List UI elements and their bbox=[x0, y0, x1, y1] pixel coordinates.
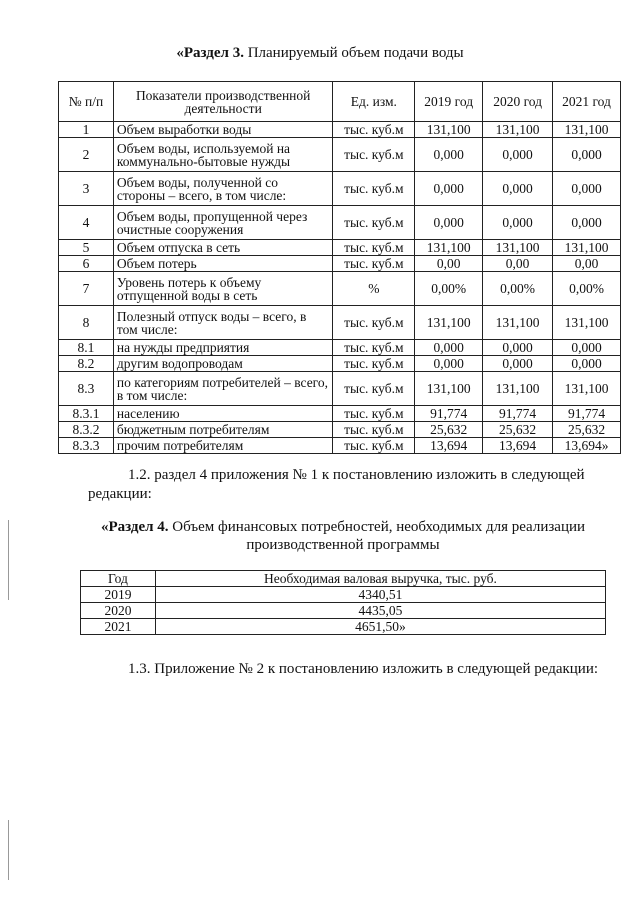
row-value-2019: 131,100 bbox=[415, 240, 483, 256]
row-indicator: Объем воды, полученной со стороны – всего, в том числе: bbox=[113, 172, 333, 206]
table-row bbox=[59, 138, 621, 172]
header-2021: 2021 год bbox=[553, 82, 621, 122]
row-number: 5 bbox=[59, 240, 114, 256]
row-number: 6 bbox=[59, 256, 114, 272]
row-value-2021: 0,000 bbox=[553, 340, 621, 356]
scan-margin-line bbox=[8, 520, 9, 600]
row-value-2020: 131,100 bbox=[483, 372, 553, 406]
section4-title: «Раздел 4. Объем финансовых потребностей, необходимых для реализации производственной программы bbox=[100, 519, 586, 553]
row-value-2019: 0,000 bbox=[415, 206, 483, 240]
row-value-2020: 0,000 bbox=[483, 340, 553, 356]
header-year: Год bbox=[81, 571, 156, 587]
header-revenue: Необходимая валовая выручка, тыс. руб. bbox=[155, 571, 605, 587]
water-supply-table bbox=[58, 81, 621, 454]
row-value-2021: 13,694» bbox=[553, 438, 621, 454]
paragraph-1-3: 1.3. Приложение № 2 к постановлению изложить в следующей редакции: bbox=[128, 661, 599, 677]
row-number: 1 bbox=[59, 122, 114, 138]
row-value-2019: 131,100 bbox=[415, 122, 483, 138]
row-value-2021: 0,000 bbox=[553, 138, 621, 172]
row-value-2021: 25,632 bbox=[553, 422, 621, 438]
row-number: 8 bbox=[59, 306, 114, 340]
row-indicator: другим водопроводам bbox=[113, 356, 333, 372]
table-row bbox=[59, 206, 621, 240]
row-unit: тыс. куб.м bbox=[333, 172, 415, 206]
row-value-2019: 0,000 bbox=[415, 356, 483, 372]
row-unit: тыс. куб.м bbox=[333, 240, 415, 256]
table-row bbox=[59, 372, 621, 406]
row-unit: тыс. куб.м bbox=[333, 256, 415, 272]
table-row bbox=[59, 240, 621, 256]
row-value-2020: 131,100 bbox=[483, 240, 553, 256]
header-number: № п/п bbox=[59, 82, 114, 122]
row-value-2020: 25,632 bbox=[483, 422, 553, 438]
table-row bbox=[59, 306, 621, 340]
table-row bbox=[59, 438, 621, 454]
row-value-2019: 0,000 bbox=[415, 138, 483, 172]
row-value-2019: 25,632 bbox=[415, 422, 483, 438]
table-row bbox=[59, 172, 621, 206]
table-row bbox=[59, 122, 621, 138]
row-year: 2019 bbox=[81, 587, 156, 603]
row-value-2020: 91,774 bbox=[483, 406, 553, 422]
header-2020: 2020 год bbox=[483, 82, 553, 122]
row-value-2021: 0,000 bbox=[553, 356, 621, 372]
row-indicator: населению bbox=[113, 406, 333, 422]
row-indicator: по категориям потребителей – всего, в том числе: bbox=[113, 372, 333, 406]
table-row bbox=[59, 256, 621, 272]
row-unit: тыс. куб.м bbox=[333, 340, 415, 356]
paragraph-1-2: 1.2. раздел 4 приложения № 1 к постановлению изложить в следующей редакции: bbox=[88, 467, 585, 502]
row-unit: тыс. куб.м bbox=[333, 356, 415, 372]
row-value-2021: 131,100 bbox=[553, 306, 621, 340]
row-value-2021: 0,00 bbox=[553, 256, 621, 272]
row-year: 2021 bbox=[81, 619, 156, 635]
scan-margin-line bbox=[8, 820, 9, 880]
row-value-2019: 13,694 bbox=[415, 438, 483, 454]
row-number: 7 bbox=[59, 272, 114, 306]
row-unit: тыс. куб.м bbox=[333, 206, 415, 240]
row-value-2021: 0,000 bbox=[553, 206, 621, 240]
table-row bbox=[59, 422, 621, 438]
row-number: 8.1 bbox=[59, 340, 114, 356]
row-number: 8.3 bbox=[59, 372, 114, 406]
row-indicator: Уровень потерь к объему отпущенной воды в сеть bbox=[113, 272, 333, 306]
row-unit: тыс. куб.м bbox=[333, 138, 415, 172]
row-value-2021: 91,774 bbox=[553, 406, 621, 422]
row-unit: тыс. куб.м bbox=[333, 122, 415, 138]
row-revenue: 4651,50» bbox=[155, 619, 605, 635]
row-indicator: Объем воды, пропущенной через очистные сооружения bbox=[113, 206, 333, 240]
row-unit: тыс. куб.м bbox=[333, 422, 415, 438]
row-number: 2 bbox=[59, 138, 114, 172]
table-header-row bbox=[81, 571, 606, 587]
financial-needs-table bbox=[80, 570, 606, 635]
row-value-2021: 0,000 bbox=[553, 172, 621, 206]
row-number: 4 bbox=[59, 206, 114, 240]
row-number: 8.2 bbox=[59, 356, 114, 372]
table-row bbox=[59, 406, 621, 422]
row-indicator: Объем выработки воды bbox=[113, 122, 333, 138]
row-value-2019: 131,100 bbox=[415, 306, 483, 340]
row-value-2020: 13,694 bbox=[483, 438, 553, 454]
row-value-2019: 0,00% bbox=[415, 272, 483, 306]
table-row bbox=[59, 356, 621, 372]
row-value-2021: 131,100 bbox=[553, 122, 621, 138]
row-value-2021: 131,100 bbox=[553, 372, 621, 406]
row-unit: тыс. куб.м bbox=[333, 438, 415, 454]
header-unit: Ед. изм. bbox=[333, 82, 415, 122]
row-number: 8.3.1 bbox=[59, 406, 114, 422]
row-value-2019: 131,100 bbox=[415, 372, 483, 406]
row-year: 2020 bbox=[81, 603, 156, 619]
row-value-2020: 0,000 bbox=[483, 172, 553, 206]
row-value-2019: 0,000 bbox=[415, 172, 483, 206]
row-number: 8.3.3 bbox=[59, 438, 114, 454]
row-value-2019: 0,000 bbox=[415, 340, 483, 356]
table-row bbox=[81, 587, 606, 603]
row-value-2020: 131,100 bbox=[483, 306, 553, 340]
row-value-2020: 0,00% bbox=[483, 272, 553, 306]
table-row bbox=[81, 603, 606, 619]
row-value-2019: 0,00 bbox=[415, 256, 483, 272]
table-row bbox=[59, 340, 621, 356]
row-value-2021: 131,100 bbox=[553, 240, 621, 256]
table-row bbox=[81, 619, 606, 635]
row-unit: % bbox=[333, 272, 415, 306]
row-value-2020: 0,00 bbox=[483, 256, 553, 272]
row-number: 3 bbox=[59, 172, 114, 206]
row-indicator: на нужды предприятия bbox=[113, 340, 333, 356]
row-indicator: Объем воды, используемой на коммунально-бытовые нужды bbox=[113, 138, 333, 172]
row-value-2020: 0,000 bbox=[483, 206, 553, 240]
row-value-2019: 91,774 bbox=[415, 406, 483, 422]
row-value-2020: 131,100 bbox=[483, 122, 553, 138]
row-indicator: Объем отпуска в сеть bbox=[113, 240, 333, 256]
row-indicator: Объем потерь bbox=[113, 256, 333, 272]
row-indicator: прочим потребителям bbox=[113, 438, 333, 454]
section3-title: «Раздел 3. Планируемый объем подачи воды bbox=[176, 45, 464, 61]
row-unit: тыс. куб.м bbox=[333, 372, 415, 406]
row-number: 8.3.2 bbox=[59, 422, 114, 438]
table-row bbox=[59, 272, 621, 306]
row-indicator: Полезный отпуск воды – всего, в том числе: bbox=[113, 306, 333, 340]
header-2019: 2019 год bbox=[415, 82, 483, 122]
row-revenue: 4340,51 bbox=[155, 587, 605, 603]
row-value-2021: 0,00% bbox=[553, 272, 621, 306]
header-indicator: Показатели производственной деятельности bbox=[113, 82, 333, 122]
row-unit: тыс. куб.м bbox=[333, 306, 415, 340]
row-indicator: бюджетным потребителям bbox=[113, 422, 333, 438]
row-value-2020: 0,000 bbox=[483, 138, 553, 172]
row-unit: тыс. куб.м bbox=[333, 406, 415, 422]
table-header-row bbox=[59, 82, 621, 122]
row-revenue: 4435,05 bbox=[155, 603, 605, 619]
row-value-2020: 0,000 bbox=[483, 356, 553, 372]
